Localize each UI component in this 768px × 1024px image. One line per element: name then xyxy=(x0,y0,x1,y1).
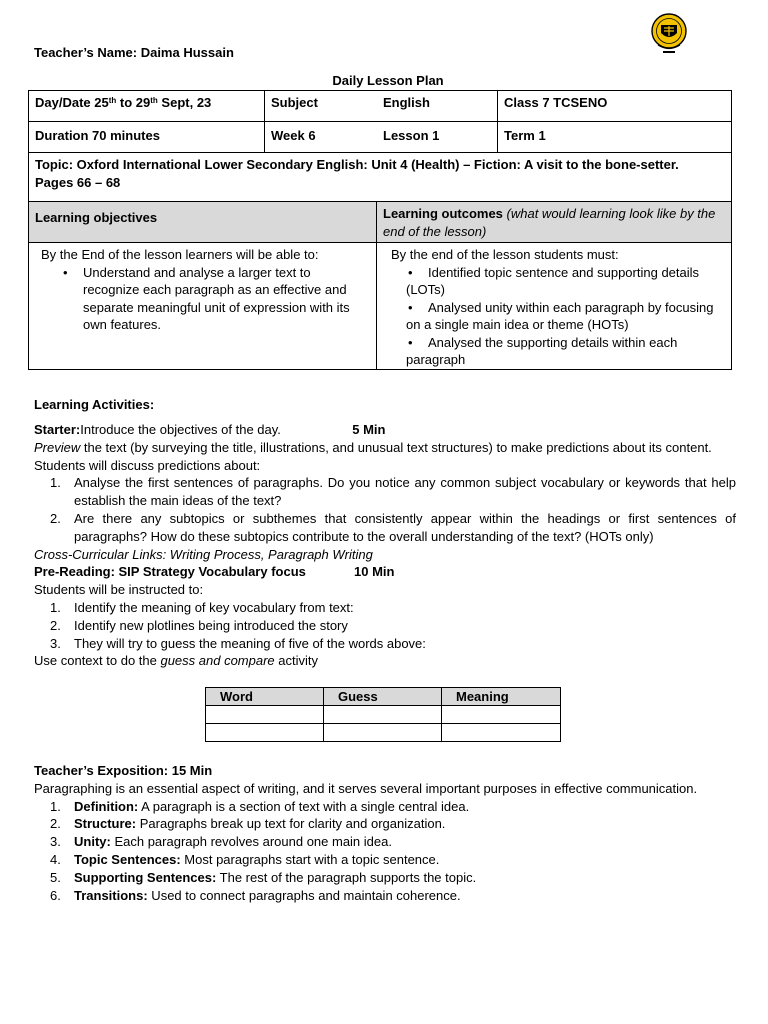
exposition-list xyxy=(34,798,736,905)
exposition-intro: Paragraphing is an essential aspect of writing, and it serves several important purposes in effective communication. xyxy=(34,780,698,796)
column-header-guess: Guess xyxy=(324,688,442,706)
day-date-cell: Day/Date 25th to 29th Sept, 23 xyxy=(29,91,265,122)
table-cell[interactable] xyxy=(206,706,324,724)
list-item: 4. Topic Sentences: Most paragraphs start with a topic sentence. xyxy=(50,851,440,867)
outcome-item: • Identified topic sentence and supporting details (LOTs) xyxy=(406,264,715,299)
objectives-intro: By the End of the lesson learners will be able to: xyxy=(41,247,319,262)
table-cell[interactable] xyxy=(206,724,324,742)
list-item: 2. Are there any subtopics or subthemes that consistently appear within the headings or first sentences of paragraphs? How do these subtopics contribute to the overall understanding of the text? (HOTs only) xyxy=(50,510,736,544)
instructed-intro: Students will be instructed to: xyxy=(34,582,204,598)
list-item: 3. Unity: Each paragraph revolves around one main idea. xyxy=(50,834,392,850)
list-item: 3. They will try to guess the meaning of five of the words above: xyxy=(50,635,426,651)
topic-line-1: Topic: Oxford International Lower Secondary English: Unit 4 (Health) – Fiction: A visit to the bone-setter. xyxy=(35,157,679,172)
objective-item: • Understand and analyse a larger text to recognize each paragraph as an effective and separate meaningful unit of expression with its own features. xyxy=(83,264,364,334)
exposition-heading: Teacher’s Exposition: 15 Min xyxy=(34,763,213,778)
outcome-item: • Analysed the supporting details within each paragraph xyxy=(406,334,715,369)
column-header-meaning: Meaning xyxy=(442,688,561,706)
starter-line: Starter:Introduce the objectives of the day. 5 Min xyxy=(34,422,386,437)
context-line: Use context to do the guess and compare activity xyxy=(34,653,318,669)
preview-paragraph: Preview the text (by surveying the title, illustrations, and unusual text structures) to make predictions about its content. xyxy=(34,439,712,455)
teacher-name: Teacher’s Name: Daima Hussain xyxy=(34,45,234,60)
topic-line-2: Pages 66 – 68 xyxy=(35,174,121,190)
list-item: 2. Structure: Paragraphs break up text for clarity and organization. xyxy=(50,816,446,832)
table-row xyxy=(206,706,561,724)
week-lesson-cell: Week 6 Lesson 1 xyxy=(265,122,498,153)
table-cell[interactable] xyxy=(442,724,561,742)
list-item: 5. Supporting Sentences: The rest of the paragraph supports the topic. xyxy=(50,869,477,885)
learning-activities-heading: Learning Activities: xyxy=(34,397,155,412)
activities-body xyxy=(34,421,736,670)
prereading-line: Pre-Reading: SIP Strategy Vocabulary focus 10 Min xyxy=(34,564,395,580)
list-item: 1. Identify the meaning of key vocabulary from text: xyxy=(50,599,354,615)
outcomes-cell xyxy=(377,243,732,370)
outcome-item: • Analysed unity within each paragraph by focusing on a single main idea or theme (HOTs) xyxy=(406,299,715,334)
table-cell[interactable] xyxy=(324,724,442,742)
term-cell: Term 1 xyxy=(498,122,732,153)
plan-title: Daily Lesson Plan xyxy=(332,73,444,88)
instructed-list xyxy=(34,599,736,652)
objectives-header: Learning objectives xyxy=(29,202,377,243)
outcomes-header: Learning outcomes (what would learning look like by the end of the lesson) xyxy=(377,202,732,243)
column-header-word: Word xyxy=(206,688,324,706)
table-cell[interactable] xyxy=(324,706,442,724)
subject-cell: Subject English xyxy=(265,91,498,122)
table-cell[interactable] xyxy=(442,706,561,724)
exposition-section xyxy=(34,762,736,904)
list-item: 6. Transitions: Used to connect paragraphs and maintain coherence. xyxy=(50,887,461,903)
table-row xyxy=(206,724,561,742)
list-item: 1. Definition: A paragraph is a section of text with a single central idea. xyxy=(50,798,470,814)
list-item: 1. Analyse the first sentences of paragraphs. Do you notice any common subject vocabulary or keywords that help establish the main ideas of the text? xyxy=(50,475,736,509)
school-logo xyxy=(648,12,690,56)
objectives-cell xyxy=(29,243,377,370)
discuss-list xyxy=(34,474,736,545)
topic-cell xyxy=(29,153,732,202)
cross-curricular-links: Cross-Curricular Links: Writing Process, Paragraph Writing xyxy=(34,546,373,562)
class-cell: Class 7 TCSENO xyxy=(498,91,732,122)
discuss-intro: Students will discuss predictions about: xyxy=(34,457,261,473)
lesson-table xyxy=(28,90,732,370)
guess-compare-table xyxy=(205,687,561,742)
list-item: 2. Identify new plotlines being introduced the story xyxy=(50,617,348,633)
outcomes-intro: By the end of the lesson students must: xyxy=(391,247,619,262)
duration-cell: Duration 70 minutes xyxy=(29,122,265,153)
